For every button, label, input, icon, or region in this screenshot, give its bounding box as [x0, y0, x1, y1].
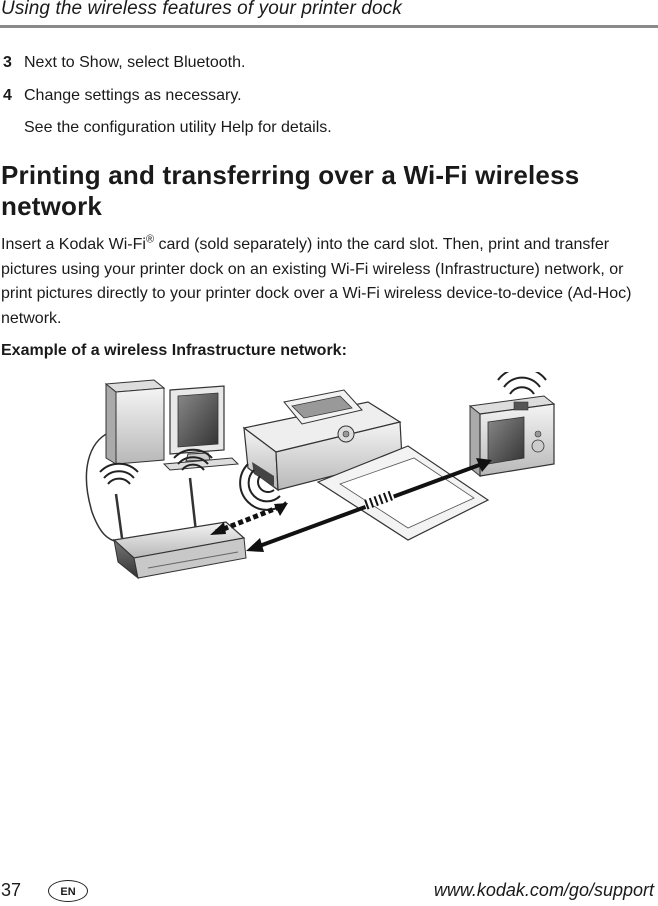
wireless-network-illustration — [78, 372, 558, 586]
computer-tower-icon — [106, 380, 164, 464]
step-text: Next to Show, select Bluetooth. — [24, 54, 246, 71]
language-badge: EN — [48, 880, 88, 902]
header-divider — [0, 25, 658, 28]
step-note: See the configuration utility Help for details. — [24, 119, 332, 136]
step-4 — [3, 87, 242, 105]
step-number: 4 — [3, 87, 12, 104]
camera-wifi-icon — [498, 372, 546, 394]
para-text-1: Insert a Kodak Wi-Fi — [1, 236, 146, 253]
para-text-2: card (sold separately) into the card slot. Then, print and transfer pictures using your printer dock on an existing Wi-Fi wireless (Infrastructure) network, or print pictures directly to your printer dock over a Wi-Fi wireless device-to-device (Ad-Hoc) network. — [1, 236, 632, 327]
printer-dock-icon — [244, 390, 488, 540]
support-url: www.kodak.com/go/support — [433, 880, 654, 900]
page-header-title: Using the wireless features of your printer dock — [1, 0, 402, 19]
figure-caption: Example of a wireless Infrastructure network: — [1, 342, 347, 359]
registered-mark: ® — [145, 233, 155, 246]
step-3 — [3, 54, 245, 72]
section-heading: Printing and transferring over a Wi-Fi wireless network — [1, 160, 580, 221]
section-paragraph — [1, 233, 656, 331]
step-text: Change settings as necessary. — [24, 87, 242, 104]
step-number: 3 — [3, 54, 12, 71]
page-number: 37 — [1, 880, 22, 900]
